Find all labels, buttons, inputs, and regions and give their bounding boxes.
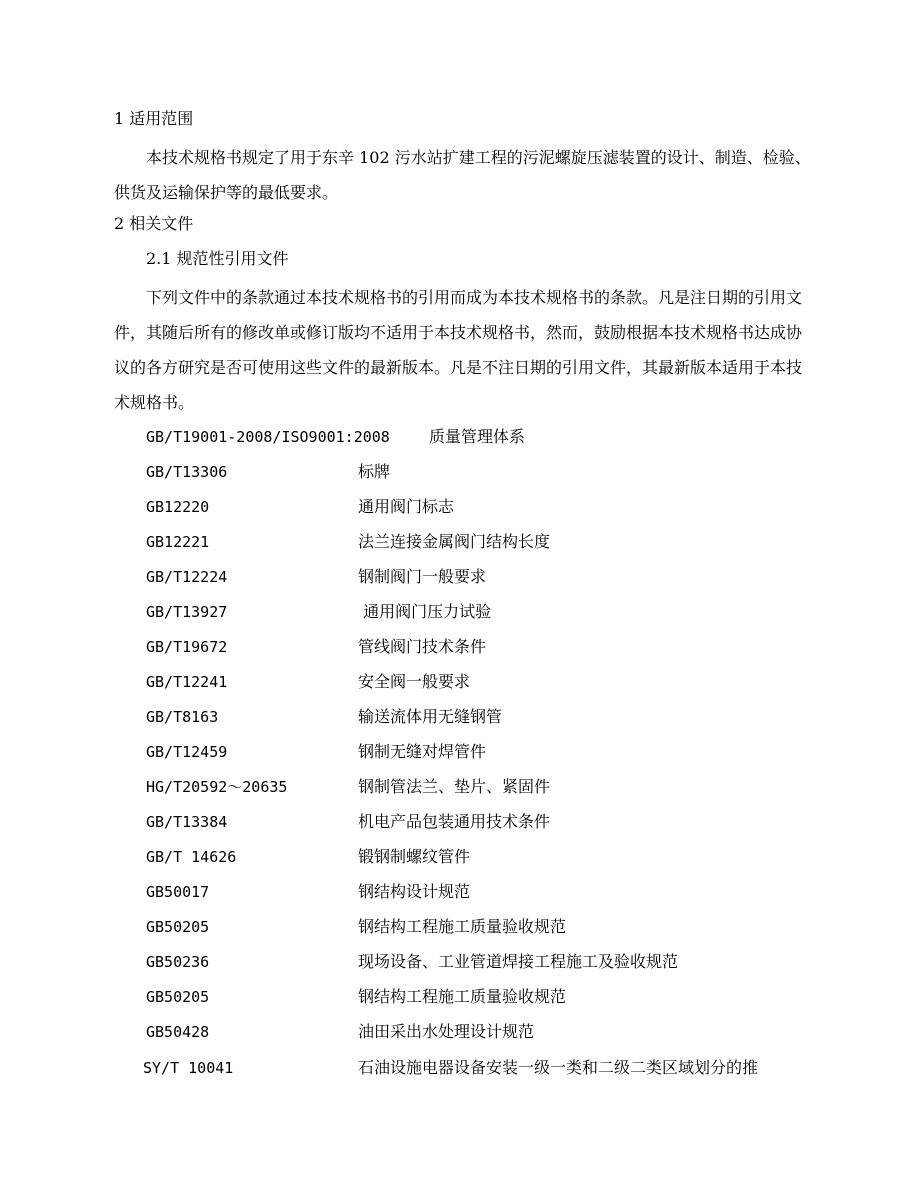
reference-code: GB/T19672: [146, 638, 228, 656]
reference-row: [146, 776, 846, 798]
reference-code: GB/T12241: [146, 673, 228, 691]
reference-title: 锻钢制螺纹管件: [358, 847, 471, 866]
reference-code: GB50017: [146, 883, 210, 901]
section-1-paragraph: [114, 140, 814, 210]
reference-code: GB50428: [146, 1023, 210, 1041]
reference-code: GB/T12459: [146, 743, 228, 761]
reference-row: [146, 426, 846, 448]
reference-code: HG/T20592～20635: [146, 778, 288, 796]
section-1-paragraph-text: 本技术规格书规定了用于东辛 102 污水站扩建工程的污泥螺旋压滤装置的设计、制造、检验、供货及运输保护等的最低要求。: [114, 148, 811, 202]
reference-title: 安全阀一般要求: [358, 672, 471, 691]
reference-row: [146, 531, 846, 553]
reference-row: [146, 566, 846, 588]
reference-code: GB/T13384: [146, 813, 228, 831]
reference-row: [143, 1057, 823, 1079]
reference-title: 现场设备、工业管道焊接工程施工及验收规范: [358, 952, 679, 971]
reference-title: 法兰连接金属阀门结构长度: [358, 532, 551, 551]
reference-code: GB/T19001-2008/ISO9001:2008: [146, 428, 390, 446]
section-2-paragraph-text: 下列文件中的条款通过本技术规格书的引用而成为本技术规格书的条款。凡是注日期的引用文件，其随后所有的修改单或修订版均不适用于本技术规格书，然而，鼓励根据本技术规格书达成协议的各方研究是否可使用这些文件的最新版本。凡是不注日期的引用文件，其最新版本适用于本技术规格书。: [114, 288, 803, 412]
reference-title: 机电产品包装通用技术条件: [358, 812, 551, 831]
reference-code: GB/T13927: [146, 603, 228, 621]
reference-code: GB50205: [146, 918, 210, 936]
reference-code: GB50236: [146, 953, 210, 971]
reference-code: GB/T8163: [146, 708, 219, 726]
section-1-heading: 1 适用范围: [114, 109, 194, 128]
reference-title: 钢制管法兰、垫片、紧固件: [358, 777, 551, 796]
reference-row: [146, 461, 846, 483]
reference-code: SY/T 10041: [143, 1059, 234, 1077]
reference-row: [146, 601, 846, 623]
reference-title: 钢结构工程施工质量验收规范: [358, 917, 567, 936]
reference-code: GB50205: [146, 988, 210, 1006]
reference-row: [146, 811, 846, 833]
reference-code: GB/T13306: [146, 463, 228, 481]
section-2-heading: 2 相关文件: [114, 214, 194, 233]
reference-title: 标牌: [358, 462, 391, 481]
reference-row: [146, 671, 846, 693]
reference-title: 钢制阀门一般要求: [358, 567, 487, 586]
reference-row: [146, 846, 846, 868]
reference-code: GB/T 14626: [146, 848, 237, 866]
reference-code: GB12221: [146, 533, 210, 551]
reference-row: [146, 916, 846, 938]
reference-row: [146, 636, 846, 658]
reference-title: 输送流体用无缝钢管: [358, 707, 503, 726]
reference-row: [146, 951, 846, 973]
reference-title: 管线阀门技术条件: [358, 637, 487, 656]
reference-row: [146, 881, 846, 903]
reference-row: [146, 741, 846, 763]
reference-code: GB/T12224: [146, 568, 228, 586]
reference-title: 钢制无缝对焊管件: [358, 742, 487, 761]
reference-title: 钢结构设计规范: [358, 882, 471, 901]
section-2-paragraph: [114, 280, 814, 420]
reference-title: 质量管理体系: [429, 427, 526, 446]
reference-row: [146, 706, 846, 728]
section-2-1-heading: 2.1 规范性引用文件: [146, 249, 289, 268]
reference-title: 石油设施电器设备安装一级一类和二级二类区域划分的推: [358, 1058, 759, 1077]
reference-title: 油田采出水处理设计规范: [358, 1022, 535, 1041]
reference-row: [146, 496, 846, 518]
reference-code: GB12220: [146, 498, 210, 516]
reference-row: [146, 986, 846, 1008]
reference-title: 钢结构工程施工质量验收规范: [358, 987, 567, 1006]
reference-row: [146, 1021, 846, 1043]
reference-title: 通用阀门压力试验: [358, 602, 492, 621]
reference-title: 通用阀门标志: [358, 497, 455, 516]
